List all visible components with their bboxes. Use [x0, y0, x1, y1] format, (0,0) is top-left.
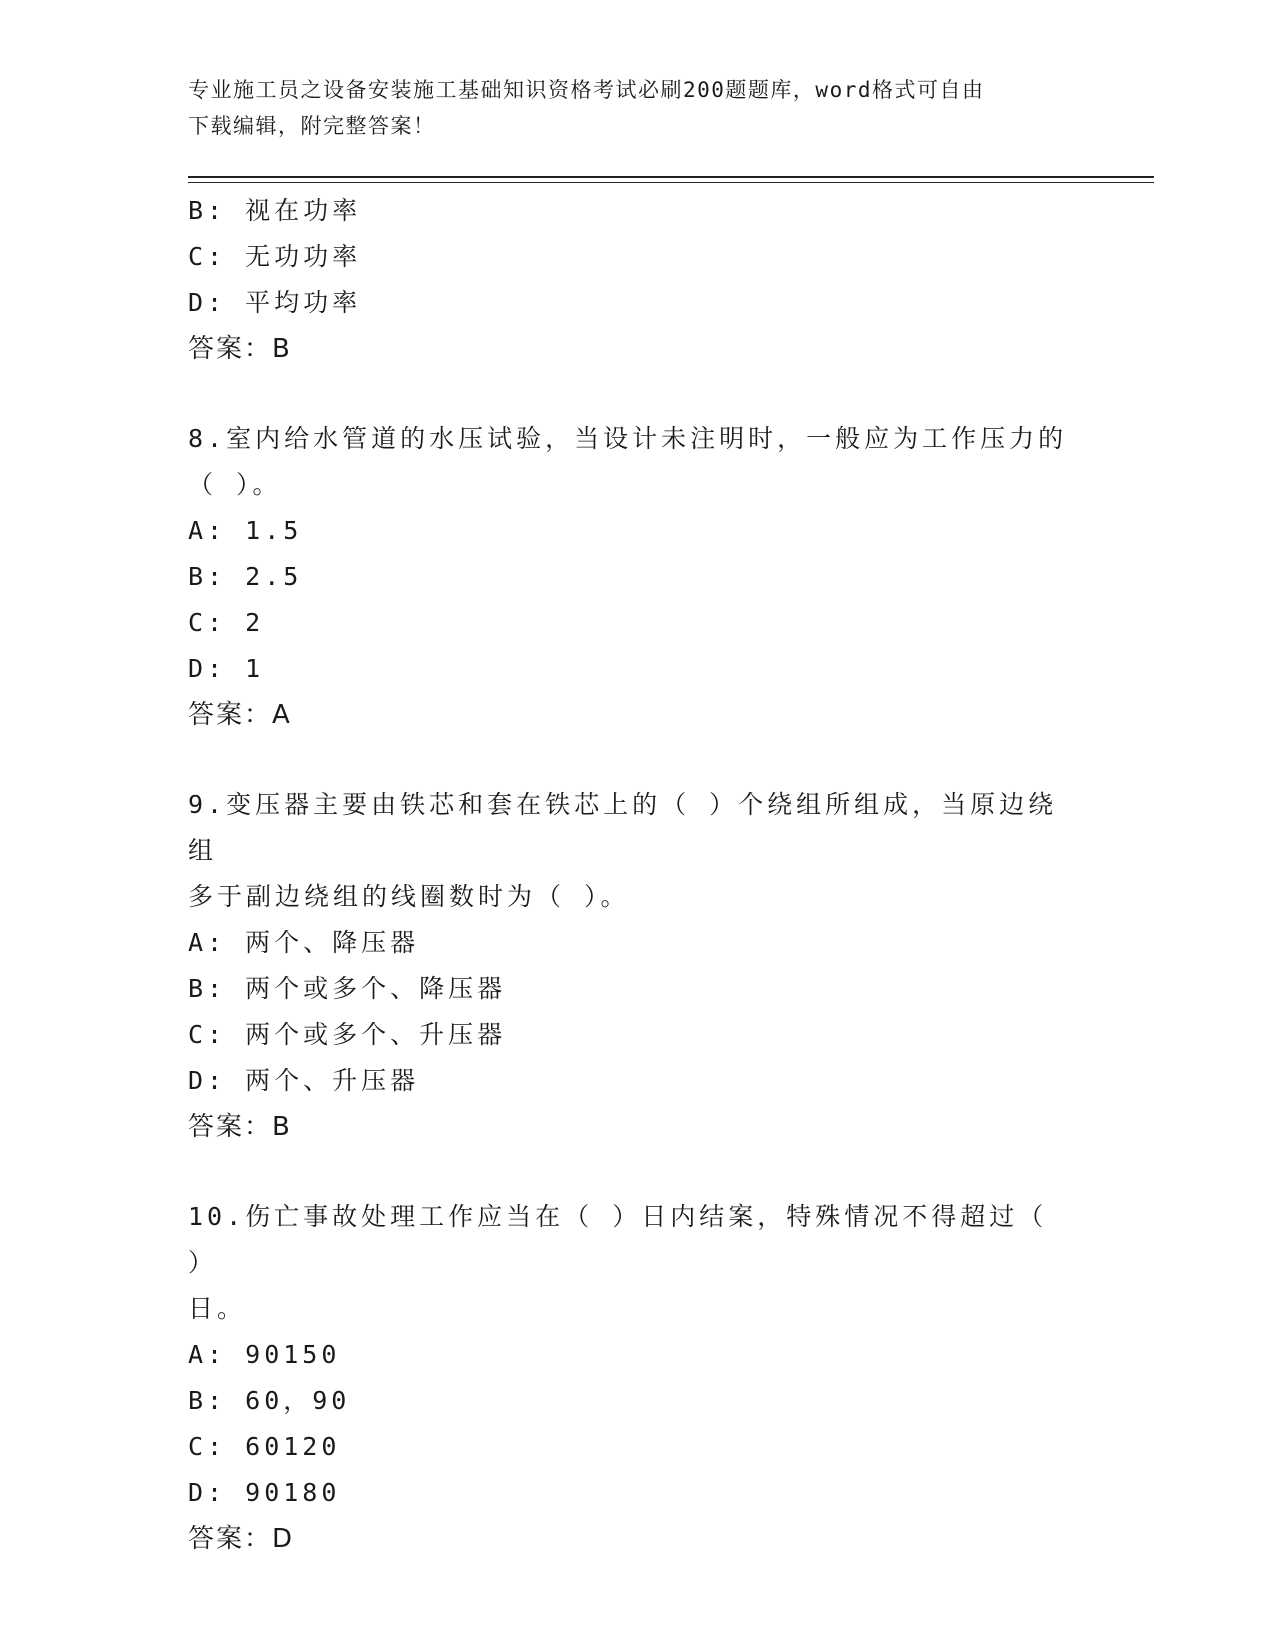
option-b: B: 视在功率: [188, 196, 362, 225]
question-continued: [188, 188, 1088, 372]
question-list: [188, 188, 1088, 1562]
header-divider-thick: [188, 176, 1154, 178]
option-a: A: 1.5: [188, 516, 303, 545]
option-c: C: 无功功率: [188, 242, 362, 271]
answer: 答案：B: [188, 334, 292, 364]
question-9: [188, 782, 1088, 1150]
option-a: A: 两个、降压器: [188, 928, 420, 957]
answer: 答案：A: [188, 700, 292, 730]
option-c: C: 60120: [188, 1432, 341, 1461]
question-text-line-1: 8.室内给水管道的水压试验，当设计未注明时，一般应为工作压力的: [188, 424, 1068, 453]
option-d: D: 两个、升压器: [188, 1066, 420, 1095]
header-divider-thin: [188, 182, 1154, 183]
question-text-line-1: 10.伤亡事故处理工作应当在（ ）日内结案，特殊情况不得超过（ ）: [188, 1202, 1048, 1277]
document-header: [188, 72, 1088, 144]
question-text-line-2: 多于副边绕组的线圈数时为（ ）。: [188, 882, 630, 911]
option-d: D: 平均功率: [188, 288, 362, 317]
option-b: B: 60，90: [188, 1386, 351, 1415]
option-d: D: 90180: [188, 1478, 341, 1507]
option-b: B: 2.5: [188, 562, 303, 591]
question-10: [188, 1194, 1088, 1562]
question-text-line-1: 9.变压器主要由铁芯和套在铁芯上的（ ）个绕组所组成，当原边绕组: [188, 790, 1058, 865]
question-8: [188, 416, 1088, 738]
option-d: D: 1: [188, 654, 265, 683]
answer: 答案：B: [188, 1112, 292, 1142]
option-c: C: 两个或多个、升压器: [188, 1020, 507, 1049]
header-title-line-1: 专业施工员之设备安装施工基础知识资格考试必刷200题题库，word格式可自由: [188, 78, 985, 102]
answer: 答案：D: [188, 1524, 295, 1554]
option-c: C: 2: [188, 608, 265, 637]
option-a: A: 90150: [188, 1340, 341, 1369]
option-b: B: 两个或多个、降压器: [188, 974, 507, 1003]
question-text-line-2: （ ）。: [188, 470, 282, 499]
question-text-line-2: 日。: [188, 1294, 247, 1323]
header-title-line-2: 下载编辑，附完整答案！: [188, 114, 436, 138]
